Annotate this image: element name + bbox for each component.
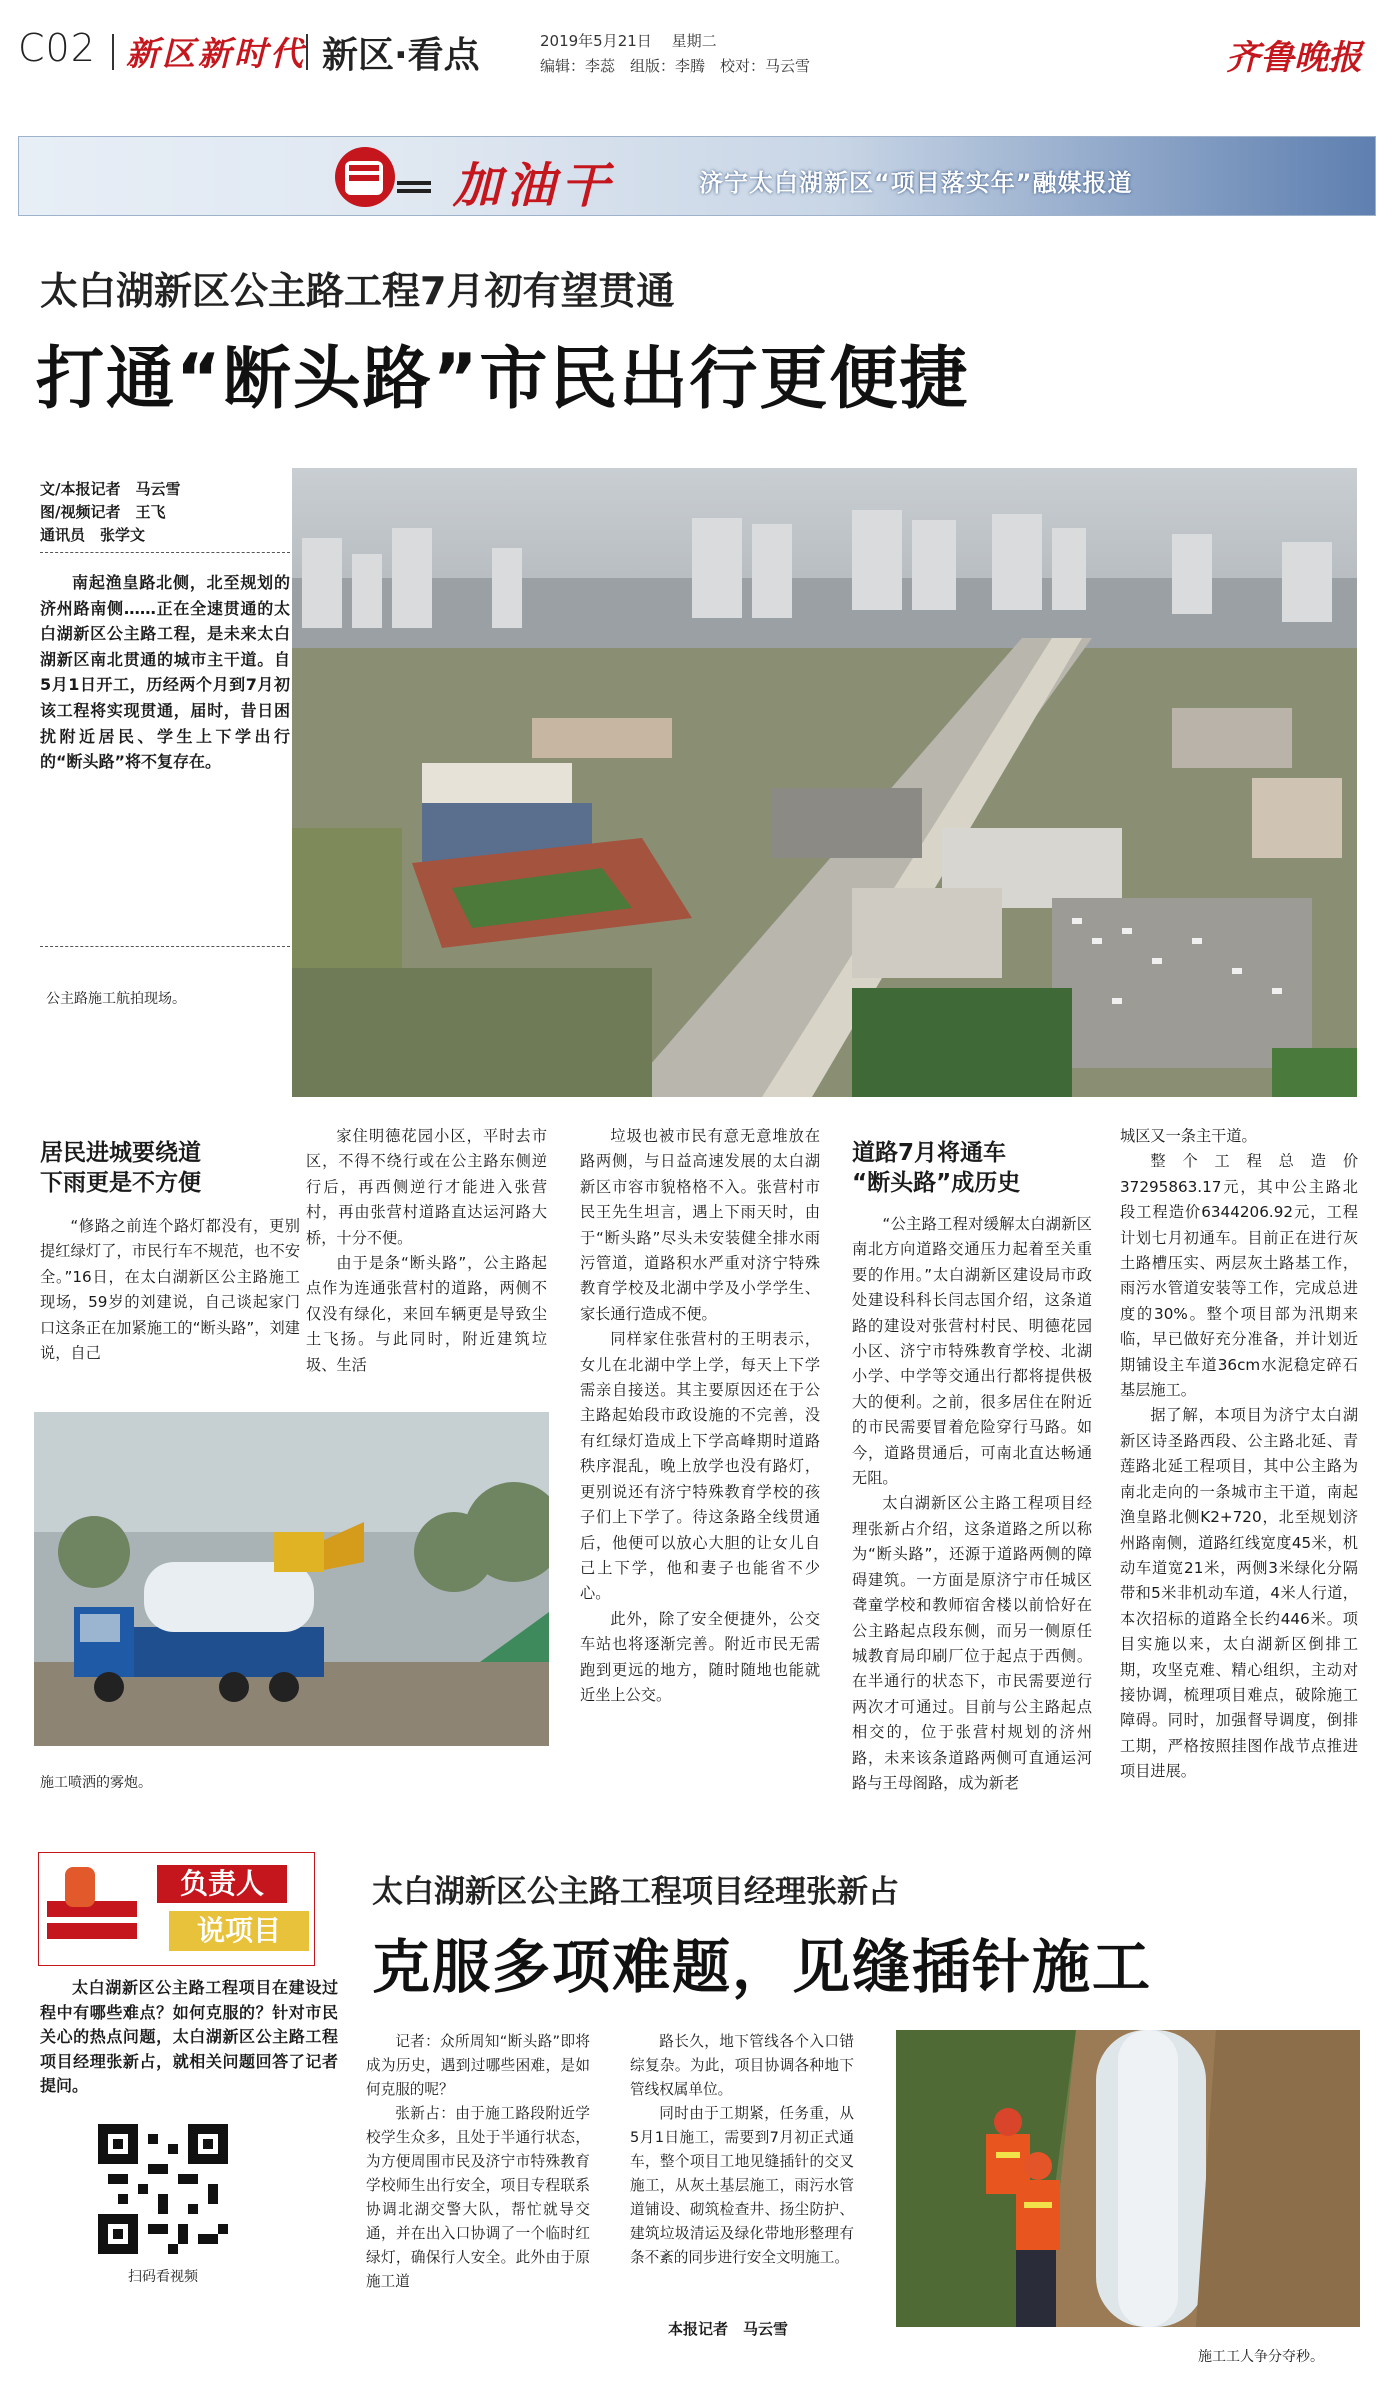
subhead-line2: 下雨更是不方便 [40, 1170, 201, 1196]
banner-slogan: 加油干 [453, 158, 616, 214]
paragraph: 路长久，地下管线各个入口错综复杂。为此，项目协调各种地下管线权属单位。 [630, 2033, 854, 2098]
fist-icon [319, 141, 439, 213]
paragraph: “修路之前连个路灯都没有，更别提红绿灯了，市民行车不规范，也不安全。”16日，在太白湖新区公主路施工现场，59岁的刘建说，自己谈起家门口这条正在加紧施工的“断头路”，刘建说，自己 [40, 1217, 300, 1363]
byline-writer: 文/本报记者 马云雪 [40, 480, 181, 498]
paragraph: 太白湖新区公主路工程项目经理张新占介绍，这条道路之所以称为“断头路”，还源于道路两侧的障碍建筑。一方面是原济宁市任城区聋童学校和教师宿舍楼以前恰好在公主路起点段东侧，而另一侧原任城教育局印刷厂位于起点于西侧。在半通行的状态下，市民需要逆行两次才可通过。目前与公主路起点相交的，位于张营村规划的济州路，未来该条道路两侧可直通运河路与王母阁路，成为新老 [852, 1494, 1092, 1792]
byline-photographer: 图/视频记者 王飞 [40, 503, 166, 521]
campaign-banner [18, 136, 1376, 216]
article1-col5 [1120, 1124, 1358, 1785]
page-number: C02 [18, 26, 96, 70]
qr-caption: 扫码看视频 [128, 2269, 198, 2285]
article1-col1 [40, 1214, 300, 1366]
photo1-caption: 公主路施工航拍现场。 [46, 991, 186, 1007]
divider [40, 552, 290, 553]
paragraph: 垃圾也被市民有意无意堆放在路两侧，与日益高速发展的太白湖新区市容市貌格格不入。张营村市民王先生坦言，遇上下雨天时，由于“断头路”尽头未安装健全排水雨污管道，道路积水严重对济宁特殊教育学校及北湖中学及小学学生、家长通行造成不便。 [580, 1127, 820, 1323]
qr-code [98, 2124, 228, 2254]
article1-col3 [580, 1124, 820, 1708]
paragraph: 张新占：由于施工路段附近学校学生众多，且处于半通行状态，为方便周围市民及济宁市特殊教育学校师生出行安全，项目专程联系协调北湖交警大队，帮忙就导交通，并在出入口协调了一个临时红绿灯，确保行人安全。此外由于原施工道 [366, 2105, 590, 2290]
lead-paragraph: 南起渔皇路北侧，北至规划的济州路南侧……正在全速贯通的太白湖新区公主路工程，是未来太白湖新区南北贯通的城市主干道。自5月1日开工，历经两个月到7月初该工程将实现贯通，届时，昔日困扰附近居民、学生上下学出行的“断头路”将不复存在。 [40, 573, 290, 772]
article1-col4 [852, 1212, 1092, 1796]
article2-col1 [366, 2030, 590, 2294]
paragraph: 整个工程总造价37295863.17元，其中公主路北段工程造价6344206.92元，工程计划七月初通车。目前正在进行灰土路槽压实、两层灰土路基工作，雨污水管道安装等工作，完成总进度的30%。整个项目部为汛期来临，早已做好充分准备，并计划近期铺设主车道36cm水泥稳定碎石基层施工。 [1120, 1152, 1358, 1400]
paragraph: 记者：众所周知“断头路”即将成为历史，遇到过哪些困难，是如何克服的呢？ [366, 2033, 590, 2098]
banner-subtitle: 济宁太白湖新区“项目落实年”融媒报道 [699, 169, 1133, 197]
masthead-divider [112, 34, 114, 70]
paragraph: 此外，除了安全便捷外，公交车站也将逐渐完善。附近市民无需跑到更远的地方，随时随地也能就近坐上公交。 [580, 1609, 820, 1704]
paragraph: 据了解，本项目为济宁太白湖新区诗圣路西段、公主路北延、青莲路北延工程项目，其中公主路为南北走向的一条城市主干道，南起渔皇路北侧K2+720，北至规划济州路南侧，道路红线宽度45米，机动车道宽21米，两侧3米绿化分隔带和5米非机动车道，4米人行道，本次招标的道路全长约446米。项目实施以来，太白湖新区倒排工期，攻坚克难、精心组织，主动对接协调，梳理项目难点，破除施工障碍。同时，加强督导调度，倒排工期，严格按照挂图作战节点推进项目进展。 [1120, 1406, 1358, 1781]
photo3-caption: 施工工人争分夺秒。 [1198, 2349, 1324, 2365]
article1-lead [40, 570, 290, 775]
editors-line: 编辑：李蕊 组版：李腾 校对：马云雪 [540, 57, 811, 75]
paragraph: 家住明德花园小区，平时去市区，不得不绕行或在公主路东侧逆行后，再西侧逆行才能进入张营村，再由张营村道路直达运河路大桥，十分不便。 [306, 1127, 547, 1247]
masthead-divider [306, 34, 308, 70]
photo2-caption: 施工喷洒的雾炮。 [40, 1775, 152, 1791]
article2-headline: 克服多项难题，见缝插针施工 [372, 1933, 1153, 2001]
paragraph: 由于是条“断头路”，公主路起点作为连通张营村的道路，两侧不仅没有绿化，来回车辆更是导致尘土飞扬。与此同时，附近建筑垃圾、生活 [306, 1254, 547, 1374]
section-title: 新区·看点 [322, 35, 480, 76]
masthead [0, 0, 1394, 110]
issue-date [540, 30, 717, 51]
subhead-line1: 道路7月将通车 [852, 1140, 1007, 1166]
section-brand-logo: 新区新时代 [126, 34, 306, 73]
article2-intro [40, 1976, 338, 2099]
article2-col2 [630, 2030, 854, 2270]
fog-cannon-truck-photo [34, 1412, 549, 1746]
article1-col2 [306, 1124, 547, 1378]
byline-correspondent: 通讯员 张学文 [40, 526, 146, 544]
paragraph: 城区又一条主干道。 [1120, 1127, 1257, 1145]
article2-kicker: 太白湖新区公主路工程项目经理张新占 [372, 1874, 899, 1910]
aerial-construction-photo [292, 468, 1357, 1097]
article1-kicker: 太白湖新区公主路工程7月初有望贯通 [40, 269, 675, 313]
responsible-person-badge [38, 1852, 315, 1966]
subhead-line1: 居民进城要绕道 [40, 1140, 201, 1166]
section2-subhead [852, 1138, 1092, 1198]
paper-logo: 齐鲁晚报 [1226, 38, 1362, 78]
divider [40, 946, 290, 947]
intro-paragraph: 太白湖新区公主路工程项目在建设过程中有哪些难点？如何克服的？针对市民关心的热点问题，太白湖新区公主路工程项目经理张新占，就相关问题回答了记者提问。 [40, 1978, 338, 2096]
badge-top-label: 负责人 [157, 1865, 287, 1903]
badge-bottom-label: 说项目 [169, 1911, 309, 1951]
date-text: 2019年5月21日 [540, 32, 652, 50]
weekday-text: 星期二 [671, 32, 717, 50]
article1-headline: 打通“断头路”市民出行更便捷 [36, 340, 970, 419]
article1-byline [40, 478, 180, 547]
subhead-line2: “断头路”成历史 [852, 1170, 1021, 1196]
pipe-workers-photo [896, 2030, 1360, 2327]
thumbs-up-icon [45, 1861, 143, 1957]
paragraph: “公主路工程对缓解太白湖新区南北方向道路交通压力起着至关重要的作用。”太白湖新区建设局市政处建设科科长闫志国介绍，这条道路的建设对张营村村民、明德花园小区、济宁市特殊教育学校、北湖小学、中学等交通出行都将提供极大的便利。之前，很多居住在附近的市民需要冒着危险穿行马路。如今，道路贯通后，可南北直达畅通无阻。 [852, 1215, 1092, 1488]
paragraph: 同样家住张营村的王明表示，女儿在北湖中学上学，每天上下学需亲自接送。其主要原因还在于公主路起始段市政设施的不完善，没有红绿灯造成上下学高峰期时道路秩序混乱，晚上放学也没有路灯，更别说还有济宁特殊教育学校的孩子们上下学了。待这条路全线贯通后，他便可以放心大胆的让女儿自己上下学，他和妻子也能省不少心。 [580, 1330, 820, 1603]
paragraph: 同时由于工期紧，任务重，从5月1日施工，需要到7月初正式通车，整个项目工地见缝插针的交叉施工，从灰土基层施工，雨污水管道铺设、砌筑检查井、扬尘防护、建筑垃圾清运及绿化带地形整理有条不紊的同步进行安全文明施工。 [630, 2105, 854, 2266]
reporter-signature: 本报记者 马云雪 [668, 2320, 789, 2338]
section1-subhead [40, 1138, 300, 1198]
